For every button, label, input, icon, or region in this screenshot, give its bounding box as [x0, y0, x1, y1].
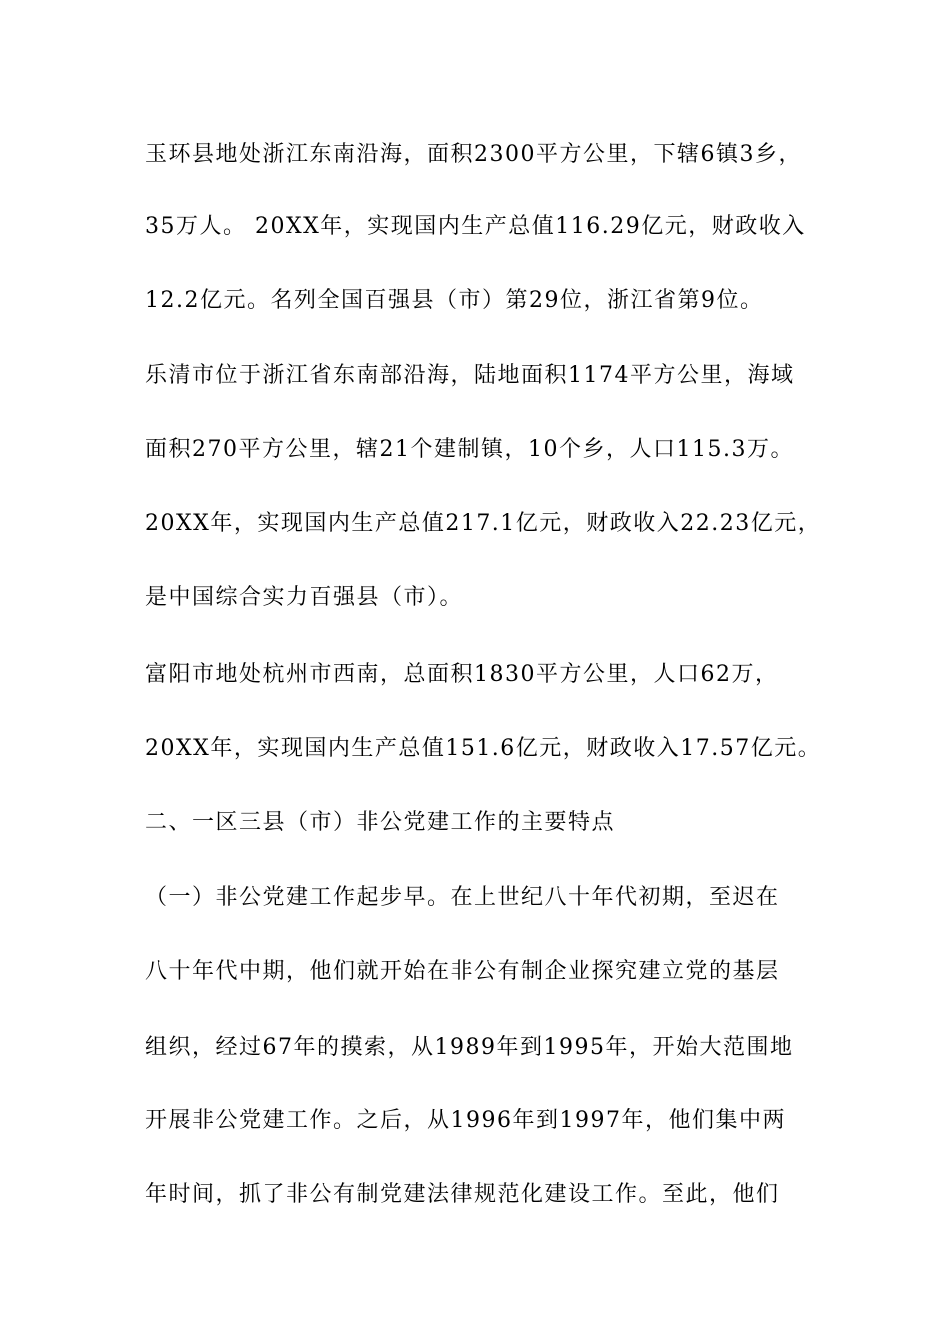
text-line: 年时间，抓了非公有制党建法律规范化建设工作。至此，他们	[145, 1182, 780, 1207]
text-line: 20XX年，实现国内生产总值151.6亿元，财政收入17.57亿元。	[145, 736, 822, 761]
text-line: （一）非公党建工作起步早。在上世纪八十年代初期，至迟在	[145, 885, 780, 910]
text-line: 开展非公党建工作。之后，从1996年到1997年，他们集中两	[145, 1108, 786, 1133]
text-line: 面积270平方公里，辖21个建制镇，10个乡，人口115.3万。	[145, 437, 794, 462]
text-line: 20XX年，实现国内生产总值217.1亿元，财政收入22.23亿元，	[145, 511, 822, 536]
text-line: 12.2亿元。名列全国百强县（市）第29位，浙江省第9位。	[145, 288, 764, 313]
text-line: 组织，经过67年的摸索，从1989年到1995年，开始大范围地	[145, 1035, 794, 1060]
section-heading: 二、一区三县（市）非公党建工作的主要特点	[145, 810, 616, 835]
text-line: 玉环县地处浙江东南沿海，面积2300平方公里，下辖6镇3乡，	[145, 142, 802, 167]
text-line: 乐清市位于浙江省东南部沿海，陆地面积1174平方公里，海域	[145, 363, 795, 388]
text-line: 八十年代中期，他们就开始在非公有制企业探究建立党的基层	[145, 959, 780, 984]
text-line: 是中国综合实力百强县（市）。	[145, 585, 464, 610]
text-line: 富阳市地处杭州市西南，总面积1830平方公里，人口62万，	[145, 662, 779, 687]
text-line: 35万人。 20XX年，实现国内生产总值116.29亿元，财政收入	[145, 214, 806, 239]
